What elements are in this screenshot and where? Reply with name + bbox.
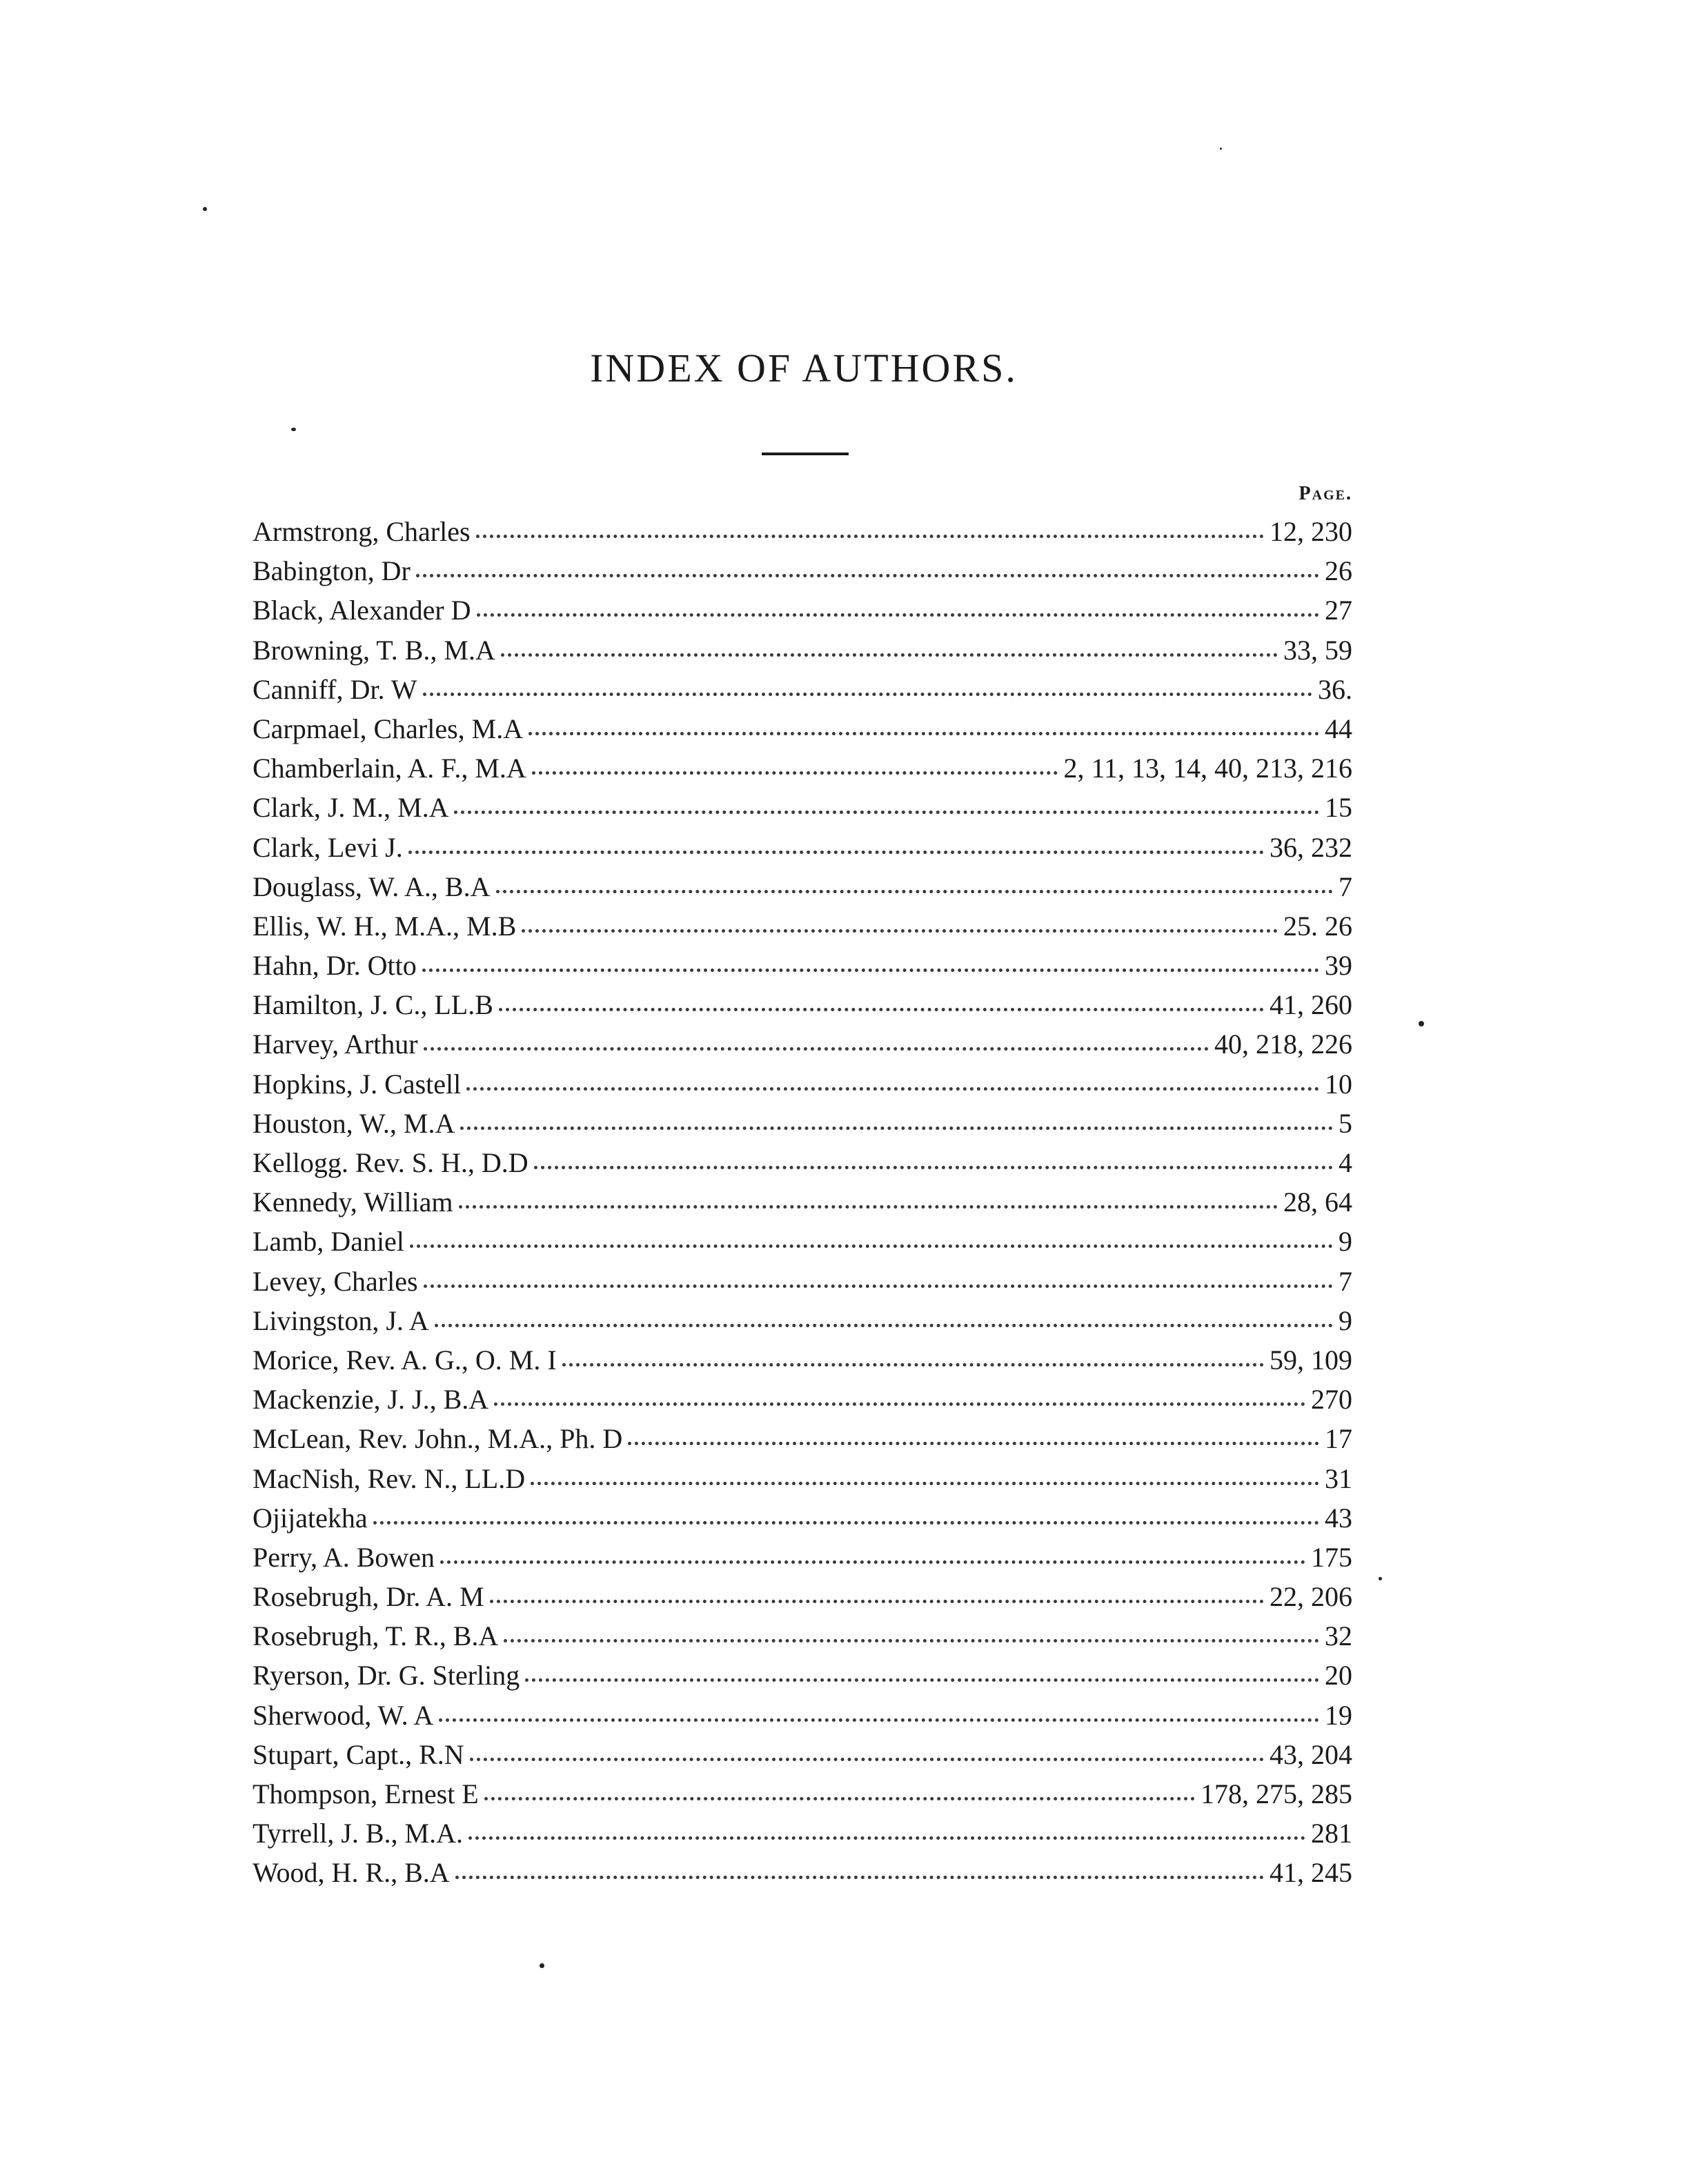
scan-speck: [291, 428, 296, 431]
page-numbers: 59, 109: [1270, 1344, 1352, 1376]
index-entry: [253, 1222, 1352, 1261]
index-entry: [253, 1735, 1352, 1774]
page-numbers: 33, 59: [1283, 634, 1352, 666]
scan-speck: [540, 1963, 544, 1968]
author-name: Hahn, Dr. Otto: [253, 950, 417, 982]
page-numbers: 7: [1339, 871, 1352, 902]
dot-leader: [562, 1342, 1264, 1369]
index-entry: [253, 906, 1352, 946]
index-entry: [253, 590, 1352, 630]
page-numbers: 281: [1311, 1818, 1352, 1849]
index-entry: [253, 985, 1352, 1024]
dot-leader: [424, 1026, 1209, 1053]
author-name: Morice, Rev. A. G., O. M. I: [253, 1344, 557, 1376]
scan-speck: [203, 207, 207, 211]
page-numbers: 39: [1325, 950, 1352, 982]
page-numbers: 7: [1339, 1265, 1352, 1297]
dot-leader: [440, 1539, 1305, 1567]
dot-leader: [454, 789, 1319, 817]
index-entry: [253, 631, 1352, 670]
dot-leader: [422, 947, 1319, 975]
author-name: Harvey, Arthur: [253, 1029, 418, 1060]
page-numbers: 10: [1325, 1068, 1352, 1100]
index-entry: [253, 828, 1352, 867]
page-numbers: 15: [1325, 792, 1352, 824]
dot-leader: [504, 1618, 1319, 1645]
page-title: INDEX OF AUTHORS.: [590, 346, 1018, 390]
author-name: Browning, T. B., M.A: [253, 634, 495, 666]
dot-leader: [477, 592, 1319, 619]
dot-leader: [455, 1854, 1264, 1882]
author-name: Sherwood, W. A: [253, 1699, 434, 1731]
index-entry: [253, 1656, 1352, 1695]
author-name: Babington, Dr: [253, 555, 411, 587]
dot-leader: [460, 1105, 1333, 1133]
dot-leader: [435, 1302, 1333, 1330]
dot-leader: [476, 513, 1264, 541]
author-name: Stupart, Capt., R.N: [253, 1738, 464, 1770]
index-entry: [253, 946, 1352, 985]
dot-leader: [439, 1697, 1319, 1725]
author-name: Canniff, Dr. W: [253, 673, 417, 705]
index-entry: [253, 748, 1352, 788]
dot-leader: [459, 1184, 1278, 1211]
author-name: Mackenzie, J. J., B.A: [253, 1384, 489, 1416]
page-numbers: 28, 64: [1283, 1187, 1352, 1218]
author-name: Armstrong, Charles: [253, 516, 471, 547]
author-index-list: [253, 512, 1352, 1893]
author-name: Tyrrell, J. B., M.A.: [253, 1818, 463, 1849]
page-numbers: 17: [1325, 1423, 1352, 1455]
author-name: Ryerson, Dr. G. Sterling: [253, 1660, 520, 1691]
index-entry: [253, 1538, 1352, 1577]
index-entry: [253, 1853, 1352, 1892]
index-entry: [253, 551, 1352, 590]
dot-leader: [494, 1381, 1305, 1409]
author-name: Carpmael, Charles, M.A: [253, 713, 524, 744]
dot-leader: [408, 829, 1264, 857]
index-entry: [253, 1459, 1352, 1498]
dot-leader: [499, 986, 1264, 1014]
page-numbers: 36, 232: [1270, 831, 1352, 863]
author-name: Ojijatekha: [253, 1502, 368, 1533]
author-name: Wood, H. R., B.A: [253, 1857, 450, 1889]
page-numbers: 178, 275, 285: [1201, 1778, 1352, 1809]
author-name: Black, Alexander D: [253, 595, 471, 626]
dot-leader: [531, 1460, 1319, 1488]
index-entry: [253, 1616, 1352, 1656]
author-name: Chamberlain, A. F., M.A: [253, 753, 526, 784]
index-entry: [253, 1340, 1352, 1380]
page-numbers: 270: [1311, 1384, 1352, 1416]
author-name: Hopkins, J. Castell: [253, 1068, 462, 1100]
title-rule: [762, 453, 849, 455]
index-entry: [253, 1814, 1352, 1853]
index-entry: [253, 1774, 1352, 1814]
index-entry: [253, 1577, 1352, 1616]
page-numbers: 44: [1325, 713, 1352, 744]
page-numbers: 31: [1325, 1462, 1352, 1494]
page-numbers: 2, 11, 13, 14, 40, 213, 216: [1063, 753, 1352, 784]
author-name: Hamilton, J. C., LL.B: [253, 989, 493, 1021]
page-numbers: 26: [1325, 555, 1352, 587]
dot-leader: [534, 1144, 1333, 1172]
author-name: Clark, Levi J.: [253, 831, 403, 863]
index-entry: [253, 1301, 1352, 1340]
scan-speck: [1379, 1577, 1382, 1580]
dot-leader: [470, 1736, 1264, 1764]
author-name: MacNish, Rev. N., LL.D: [253, 1462, 526, 1494]
dot-leader: [628, 1420, 1319, 1448]
author-name: Kennedy, William: [253, 1187, 453, 1218]
index-entry: [253, 1024, 1352, 1064]
dot-leader: [490, 1578, 1264, 1606]
page-numbers: 19: [1325, 1699, 1352, 1731]
page-numbers: 36.: [1318, 673, 1352, 705]
scan-speck: [1220, 148, 1222, 150]
page-numbers: 43: [1325, 1502, 1352, 1533]
dot-leader: [484, 1776, 1195, 1803]
page-numbers: 41, 245: [1270, 1857, 1352, 1889]
dot-leader: [532, 750, 1058, 777]
author-name: Thompson, Ernest E: [253, 1778, 479, 1809]
page-numbers: 43, 204: [1270, 1738, 1352, 1770]
page-numbers: 9: [1339, 1226, 1352, 1258]
index-entry: [253, 788, 1352, 827]
dot-leader: [410, 1223, 1333, 1251]
page-numbers: 22, 206: [1270, 1581, 1352, 1613]
index-entry: [253, 1419, 1352, 1458]
dot-leader: [468, 1815, 1305, 1843]
index-entry: [253, 1262, 1352, 1301]
index-entry: [253, 1696, 1352, 1735]
index-entry: [253, 1064, 1352, 1104]
dot-leader: [466, 1066, 1319, 1093]
author-name: McLean, Rev. John., M.A., Ph. D: [253, 1423, 623, 1455]
page-numbers: 9: [1339, 1304, 1352, 1336]
index-entry: [253, 1104, 1352, 1143]
author-name: Rosebrugh, Dr. A. M: [253, 1581, 484, 1613]
page-numbers: 41, 260: [1270, 989, 1352, 1021]
page-column-header: Page.: [1298, 483, 1352, 504]
author-name: Douglass, W. A., B.A: [253, 871, 491, 902]
page-numbers: 12, 230: [1270, 516, 1352, 547]
author-name: Houston, W., M.A: [253, 1107, 455, 1139]
author-name: Levey, Charles: [253, 1265, 418, 1297]
author-name: Livingston, J. A: [253, 1304, 429, 1336]
index-entry: [253, 1380, 1352, 1419]
index-entry: [253, 512, 1352, 551]
dot-leader: [496, 868, 1334, 896]
page-numbers: 32: [1325, 1620, 1352, 1652]
index-entry: [253, 670, 1352, 709]
dot-leader: [501, 632, 1278, 659]
index-entry: [253, 1143, 1352, 1182]
author-name: Lamb, Daniel: [253, 1226, 404, 1258]
page-numbers: 40, 218, 226: [1214, 1029, 1352, 1060]
dot-leader: [423, 671, 1313, 699]
dot-leader: [416, 553, 1319, 580]
page-numbers: 5: [1339, 1107, 1352, 1139]
page-numbers: 4: [1339, 1147, 1352, 1178]
author-name: Rosebrugh, T. R., B.A: [253, 1620, 499, 1652]
page-numbers: 27: [1325, 595, 1352, 626]
index-entry: [253, 867, 1352, 906]
page-numbers: 20: [1325, 1660, 1352, 1691]
index-entry: [253, 1498, 1352, 1538]
index-entry: [253, 1182, 1352, 1222]
page-numbers: 25. 26: [1283, 910, 1352, 942]
author-name: Ellis, W. H., M.A., M.B: [253, 910, 517, 942]
author-name: Kellogg. Rev. S. H., D.D: [253, 1147, 529, 1178]
author-name: Perry, A. Bowen: [253, 1541, 435, 1573]
dot-leader: [522, 908, 1278, 935]
author-name: Clark, J. M., M.A: [253, 792, 449, 824]
dot-leader: [525, 1657, 1319, 1685]
dot-leader: [373, 1500, 1319, 1527]
scan-speck: [1419, 1021, 1424, 1026]
dot-leader: [529, 711, 1319, 738]
page-numbers: 175: [1311, 1541, 1352, 1573]
index-entry: [253, 709, 1352, 748]
dot-leader: [424, 1263, 1333, 1291]
